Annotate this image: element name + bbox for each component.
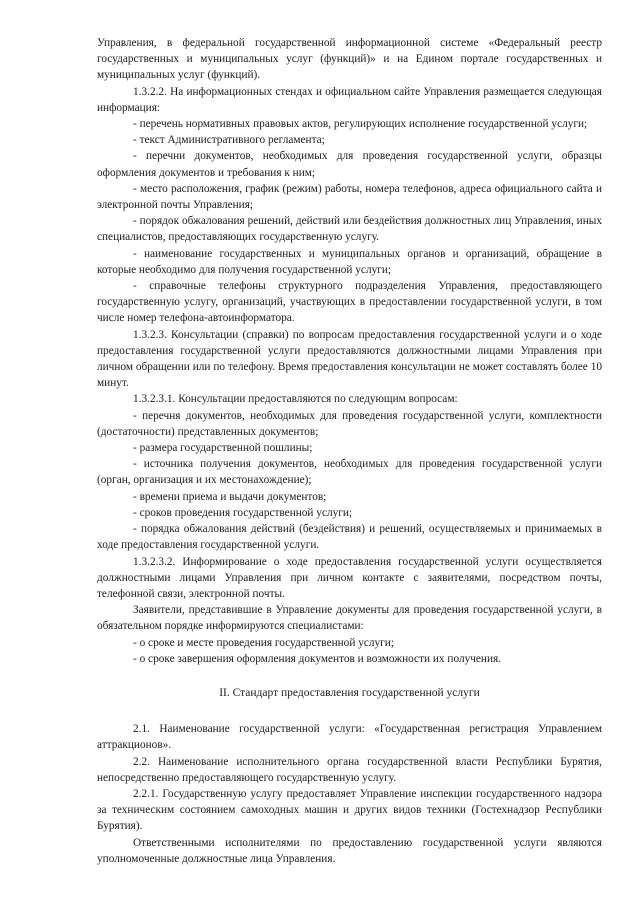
list-item: - порядок обжалования решений, действий или бездействия должностных лиц Управления, иных специалистов, предоставляющих государственную услугу. — [97, 215, 602, 244]
list-item: - место расположения, график (режим) работы, номера телефонов, адреса официального сайта и электронной почты Управления; — [97, 182, 602, 212]
list-item: - о сроке завершения оформления документов и возможности их получения. — [133, 652, 502, 665]
list-item: - перечни документов, необходимых для проведения государственной услуги, образцы оформления документов и требования к ним; — [97, 150, 602, 179]
paragraph: Заявители, представившие в Управление документы для проведения государственной услуги, в обязательном порядке информируются специалистами: — [97, 604, 602, 633]
list-item: - справочные телефоны структурного подразделения Управления, предоставляющего государственную услугу, организаций, участвующих в предоставлении государственной услуги, в том числе номер телефона-автоинформатора. — [97, 280, 602, 325]
paragraph: 2.1. Наименование государственной услуги: «Государственная регистрация Управлением аттракционов». — [97, 723, 602, 752]
paragraph: 1.3.2.3.1. Консультации предоставляются по следующим вопросам: — [133, 393, 458, 406]
document-page — [97, 35, 602, 867]
paragraphs-bottom — [97, 721, 602, 867]
paragraph: 2.2. Наименование исполнительного органа государственной власти Республики Бурятия, непосредственно предоставляющего государственную услугу. — [97, 755, 602, 784]
paragraph: Управления, в федеральной государственной информационной системе «Федеральный реестр государственных и муниципальных услуг (функций)» и на Едином портале государственных и муниципальных услуг (функций). — [97, 37, 602, 82]
list-item: - порядка обжалования действий (бездействия) и решений, осуществляемых и принимаемых в ходе предоставления государственной услуги. — [97, 523, 602, 552]
paragraph: Ответственными исполнителями по предоставлению государственной услуги являются уполномоченные должностные лица Управления. — [97, 836, 602, 865]
list-item: - источника получения документов, необходимых для проведения государственной услуги (орган, организация и их местонахождение); — [97, 458, 602, 487]
list-item: - о сроке и месте проведения государственной услуги; — [133, 636, 394, 649]
list-item: - перечень нормативных правовых актов, регулирующих исполнение государственной услуги; — [133, 118, 588, 131]
list-item: - времени приема и выдачи документов; — [133, 490, 327, 503]
list-item: - перечня документов, необходимых для проведения государственной услуги, комплектности (достаточности) представленных документов; — [97, 409, 602, 438]
paragraph: 1.3.2.2. На информационных стендах и официальном сайте Управления размещается следующая информация: — [97, 85, 602, 114]
section-heading: II. Стандарт предоставления государственной услуги — [219, 686, 480, 699]
paragraph: 2.2.1. Государственную услугу предоставляет Управление инспекции государственного надзора за техническим состоянием самоходных машин и других видов техники (Гостехнадзор Республики Бурятия). — [97, 787, 602, 833]
paragraph: 1.3.2.3. Консультации (справки) по вопросам предоставления государственной услуги и о ходе предоставления государственной услуги предоставляются должностными лицами Управления при личном обращении или по телефону. Время предоставления консультации не может составлять более 10 минут. — [97, 328, 602, 390]
list-item: - текст Административного регламента; — [133, 134, 325, 147]
list-item: - наименование государственных и муниципальных органов и организаций, обращение в которые необходимо для получения государственной услуги; — [97, 247, 602, 276]
list-item: - сроков проведения государственной услуги; — [133, 506, 353, 519]
paragraph: 1.3.2.3.2. Информирование о ходе предоставления государственной услуги осуществляется должностными лицами Управления при личном контакте с заявителями, посредством почты, телефонной связи, электронной почты. — [97, 555, 602, 600]
list-item: - размера государственной пошлины; — [133, 442, 313, 455]
paragraphs-top — [97, 35, 602, 667]
